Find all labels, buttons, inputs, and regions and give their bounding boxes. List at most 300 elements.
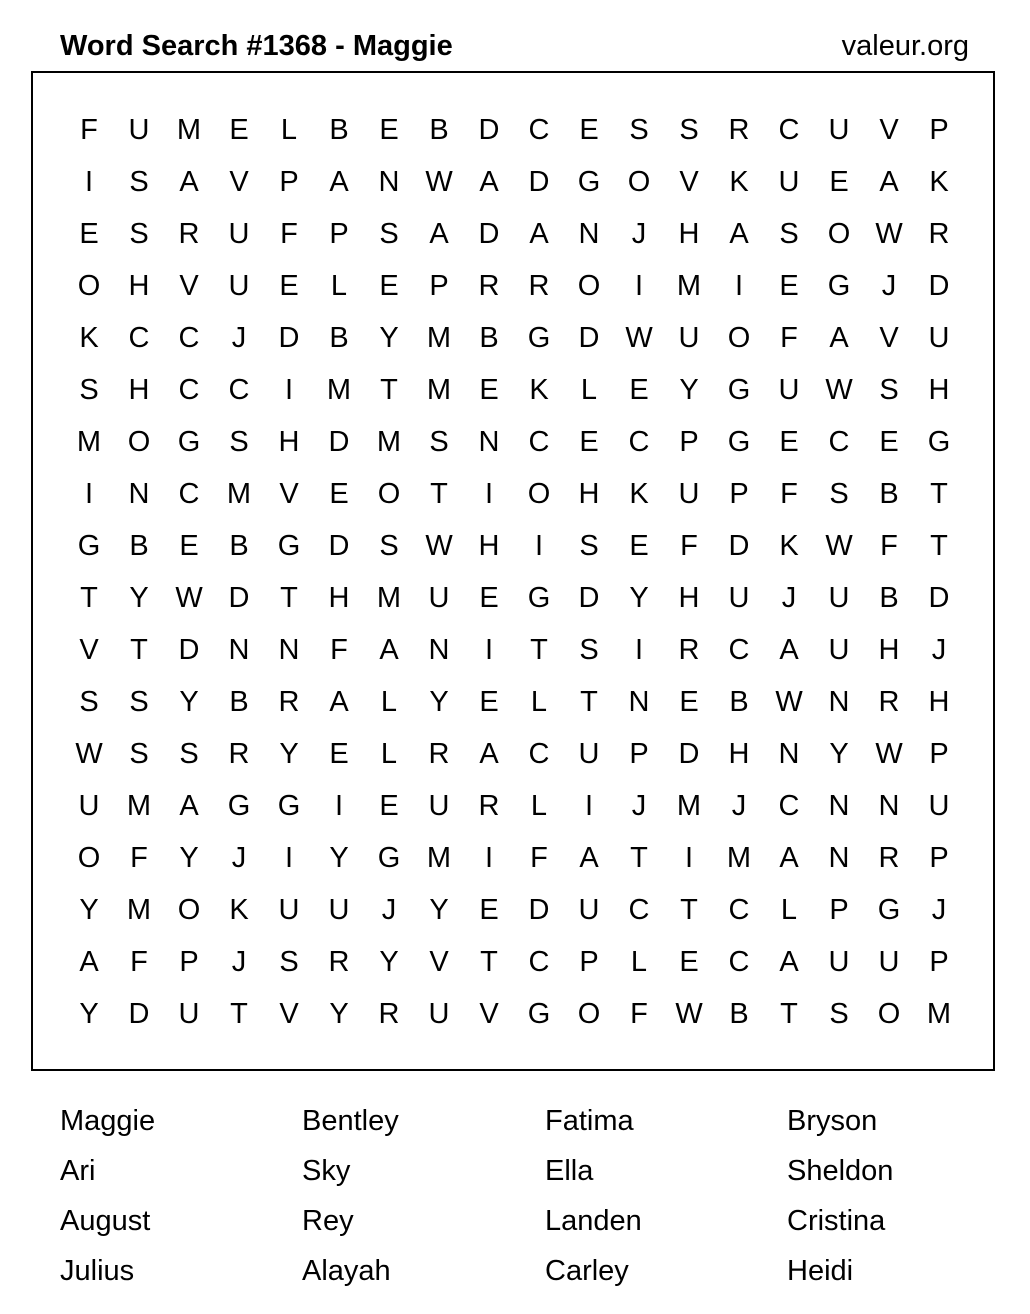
grid-letter[interactable]: A [829,322,849,354]
grid-letter[interactable]: D [478,218,500,250]
grid-letter[interactable]: T [230,998,248,1030]
grid-letter[interactable]: P [929,114,949,146]
grid-letter[interactable]: T [930,478,948,510]
grid-letter[interactable]: I [634,270,644,302]
grid-letter[interactable]: I [484,842,494,874]
grid-letter[interactable]: G [177,426,201,458]
grid-letter[interactable]: G [877,894,901,926]
grid-letter[interactable]: B [879,478,899,510]
grid-letter[interactable]: F [630,998,648,1030]
grid-letter[interactable]: N [628,686,650,718]
grid-letter[interactable]: I [84,166,94,198]
grid-letter[interactable]: H [678,582,700,614]
grid-letter[interactable]: U [828,634,850,666]
grid-letter[interactable]: D [328,530,350,562]
grid-letter[interactable]: K [779,530,799,562]
grid-letter[interactable]: R [478,790,500,822]
grid-letter[interactable]: F [780,322,798,354]
grid-letter[interactable]: W [675,998,703,1030]
grid-letter[interactable]: W [75,738,103,770]
grid-letter[interactable]: D [128,998,150,1030]
grid-letter[interactable]: H [128,374,150,406]
grid-letter[interactable]: U [678,478,700,510]
grid-letter[interactable]: I [734,270,744,302]
grid-letter[interactable]: E [379,270,399,302]
grid-letter[interactable]: C [628,426,650,458]
grid-letter[interactable]: P [929,946,949,978]
grid-letter[interactable]: D [528,894,550,926]
grid-letter[interactable]: M [376,582,402,614]
grid-letter[interactable]: S [129,738,149,770]
grid-letter[interactable]: P [329,218,349,250]
grid-letter[interactable]: E [279,270,299,302]
grid-letter[interactable]: H [928,374,950,406]
grid-letter[interactable]: L [530,686,548,718]
grid-letter[interactable]: A [329,166,349,198]
grid-letter[interactable]: S [129,218,149,250]
grid-letter[interactable]: E [629,374,649,406]
grid-letter[interactable]: H [278,426,300,458]
grid-letter[interactable]: G [727,374,751,406]
grid-letter[interactable]: A [479,166,499,198]
grid-letter[interactable]: U [778,166,800,198]
grid-letter[interactable]: K [729,166,749,198]
grid-letter[interactable]: S [79,686,99,718]
grid-letter[interactable]: J [631,218,647,250]
grid-letter[interactable]: Y [629,582,649,614]
grid-letter[interactable]: R [878,842,900,874]
grid-letter[interactable]: P [729,478,749,510]
grid-letter[interactable]: B [479,322,499,354]
grid-letter[interactable]: M [376,426,402,458]
grid-letter[interactable]: Y [179,842,199,874]
grid-letter[interactable]: Y [279,738,299,770]
grid-letter[interactable]: S [879,374,899,406]
grid-letter[interactable]: R [678,634,700,666]
grid-letter[interactable]: U [678,322,700,354]
grid-letter[interactable]: E [779,270,799,302]
grid-letter[interactable]: C [178,322,200,354]
grid-letter[interactable]: W [875,738,903,770]
grid-letter[interactable]: O [877,998,901,1030]
grid-letter[interactable]: S [79,374,99,406]
grid-letter[interactable]: E [579,114,599,146]
grid-letter[interactable]: W [875,218,903,250]
grid-letter[interactable]: T [380,374,398,406]
grid-letter[interactable]: S [579,530,599,562]
grid-letter[interactable]: E [779,426,799,458]
grid-letter[interactable]: E [79,218,99,250]
grid-letter[interactable]: G [527,998,551,1030]
grid-letter[interactable]: B [729,686,749,718]
grid-letter[interactable]: O [377,478,401,510]
grid-letter[interactable]: D [928,582,950,614]
grid-letter[interactable]: O [727,322,751,354]
grid-letter[interactable]: Y [129,582,149,614]
grid-letter[interactable]: P [679,426,699,458]
grid-letter[interactable]: J [231,322,247,354]
grid-letter[interactable]: M [326,374,352,406]
grid-letter[interactable]: J [781,582,797,614]
grid-letter[interactable]: K [79,322,99,354]
grid-letter[interactable]: E [479,686,499,718]
grid-letter[interactable]: J [381,894,397,926]
grid-letter[interactable]: F [130,946,148,978]
grid-letter[interactable]: B [229,686,249,718]
grid-letter[interactable]: Y [179,686,199,718]
grid-letter[interactable]: D [178,634,200,666]
grid-letter[interactable]: U [578,738,600,770]
grid-letter[interactable]: R [328,946,350,978]
grid-letter[interactable]: J [931,634,947,666]
grid-letter[interactable]: S [129,686,149,718]
grid-letter[interactable]: E [479,582,499,614]
grid-letter[interactable]: U [778,374,800,406]
grid-letter[interactable]: M [676,790,702,822]
grid-letter[interactable]: U [828,114,850,146]
grid-letter[interactable]: E [379,790,399,822]
grid-letter[interactable]: C [528,114,550,146]
grid-letter[interactable]: N [828,842,850,874]
grid-letter[interactable]: A [429,218,449,250]
grid-letter[interactable]: W [425,530,453,562]
grid-letter[interactable]: P [429,270,449,302]
grid-letter[interactable]: I [334,790,344,822]
grid-letter[interactable]: S [629,114,649,146]
grid-letter[interactable]: Y [429,686,449,718]
grid-letter[interactable]: H [578,478,600,510]
grid-letter[interactable]: R [878,686,900,718]
grid-letter[interactable]: V [279,478,299,510]
grid-letter[interactable]: L [280,114,298,146]
grid-letter[interactable]: O [827,218,851,250]
grid-letter[interactable]: I [84,478,94,510]
grid-letter[interactable]: V [279,998,299,1030]
grid-letter[interactable]: M [176,114,202,146]
grid-letter[interactable]: K [629,478,649,510]
grid-letter[interactable]: A [779,634,799,666]
grid-letter[interactable]: I [284,842,294,874]
grid-letter[interactable]: F [130,842,148,874]
grid-letter[interactable]: E [879,426,899,458]
grid-letter[interactable]: F [330,634,348,666]
grid-letter[interactable]: U [828,582,850,614]
grid-letter[interactable]: T [780,998,798,1030]
grid-letter[interactable]: D [578,322,600,354]
grid-letter[interactable]: V [879,322,899,354]
grid-letter[interactable]: F [780,478,798,510]
grid-letter[interactable]: W [175,582,203,614]
grid-letter[interactable]: H [678,218,700,250]
grid-letter[interactable]: N [128,478,150,510]
grid-letter[interactable]: G [577,166,601,198]
grid-letter[interactable]: T [680,894,698,926]
grid-letter[interactable]: E [679,946,699,978]
grid-letter[interactable]: S [779,218,799,250]
grid-letter[interactable]: O [527,478,551,510]
grid-letter[interactable]: P [279,166,299,198]
grid-letter[interactable]: M [426,374,452,406]
grid-letter[interactable]: A [479,738,499,770]
grid-letter[interactable]: S [379,218,399,250]
grid-letter[interactable]: E [329,478,349,510]
grid-letter[interactable]: G [377,842,401,874]
grid-letter[interactable]: V [79,634,99,666]
grid-letter[interactable]: D [528,166,550,198]
grid-letter[interactable]: C [828,426,850,458]
grid-letter[interactable]: P [929,842,949,874]
grid-letter[interactable]: M [926,998,952,1030]
grid-letter[interactable]: A [79,946,99,978]
grid-letter[interactable]: N [828,790,850,822]
grid-letter[interactable]: U [728,582,750,614]
grid-letter[interactable]: S [829,998,849,1030]
grid-letter[interactable]: U [878,946,900,978]
grid-letter[interactable]: S [429,426,449,458]
grid-letter[interactable]: U [928,322,950,354]
grid-letter[interactable]: R [228,738,250,770]
grid-letter[interactable]: F [80,114,98,146]
grid-letter[interactable]: E [479,894,499,926]
grid-letter[interactable]: T [930,530,948,562]
grid-letter[interactable]: S [679,114,699,146]
grid-letter[interactable]: G [527,322,551,354]
grid-letter[interactable]: J [731,790,747,822]
grid-letter[interactable]: M [426,322,452,354]
grid-letter[interactable]: U [428,790,450,822]
grid-letter[interactable]: S [129,166,149,198]
grid-letter[interactable]: A [579,842,599,874]
grid-letter[interactable]: C [528,738,550,770]
grid-letter[interactable]: R [528,270,550,302]
grid-letter[interactable]: E [479,374,499,406]
grid-letter[interactable]: T [580,686,598,718]
grid-letter[interactable]: O [577,270,601,302]
grid-letter[interactable]: G [727,426,751,458]
grid-letter[interactable]: N [278,634,300,666]
grid-letter[interactable]: A [179,790,199,822]
grid-letter[interactable]: M [676,270,702,302]
grid-letter[interactable]: O [627,166,651,198]
grid-letter[interactable]: G [277,790,301,822]
grid-letter[interactable]: C [228,374,250,406]
grid-letter[interactable]: U [228,270,250,302]
grid-letter[interactable]: W [625,322,653,354]
grid-letter[interactable]: C [178,374,200,406]
grid-letter[interactable]: O [177,894,201,926]
grid-letter[interactable]: Y [79,998,99,1030]
grid-letter[interactable]: R [178,218,200,250]
grid-letter[interactable]: E [179,530,199,562]
grid-letter[interactable]: J [231,842,247,874]
grid-letter[interactable]: D [928,270,950,302]
grid-letter[interactable]: E [379,114,399,146]
grid-letter[interactable]: A [729,218,749,250]
grid-letter[interactable]: J [881,270,897,302]
grid-letter[interactable]: R [278,686,300,718]
grid-letter[interactable]: C [728,894,750,926]
grid-letter[interactable]: A [529,218,549,250]
grid-letter[interactable]: H [478,530,500,562]
grid-letter[interactable]: A [329,686,349,718]
grid-letter[interactable]: N [478,426,500,458]
grid-letter[interactable]: U [928,790,950,822]
grid-letter[interactable]: B [329,322,349,354]
grid-letter[interactable]: U [278,894,300,926]
grid-letter[interactable]: S [379,530,399,562]
grid-letter[interactable]: N [778,738,800,770]
grid-letter[interactable]: D [228,582,250,614]
grid-letter[interactable]: A [879,166,899,198]
grid-letter[interactable]: G [527,582,551,614]
grid-letter[interactable]: Y [79,894,99,926]
grid-letter[interactable]: E [629,530,649,562]
grid-letter[interactable]: M [76,426,102,458]
grid-letter[interactable]: D [578,582,600,614]
grid-letter[interactable]: E [679,686,699,718]
grid-letter[interactable]: W [825,374,853,406]
grid-letter[interactable]: H [128,270,150,302]
grid-letter[interactable]: J [931,894,947,926]
grid-letter[interactable]: H [928,686,950,718]
grid-letter[interactable]: C [778,790,800,822]
grid-letter[interactable]: H [878,634,900,666]
grid-letter[interactable]: B [129,530,149,562]
grid-letter[interactable]: B [879,582,899,614]
grid-letter[interactable]: U [828,946,850,978]
grid-letter[interactable]: G [277,530,301,562]
grid-letter[interactable]: I [534,530,544,562]
grid-letter[interactable]: P [579,946,599,978]
grid-letter[interactable]: M [126,790,152,822]
grid-letter[interactable]: P [629,738,649,770]
grid-letter[interactable]: R [378,998,400,1030]
grid-letter[interactable]: A [779,842,799,874]
grid-letter[interactable]: N [378,166,400,198]
grid-letter[interactable]: M [726,842,752,874]
grid-letter[interactable]: L [530,790,548,822]
grid-letter[interactable]: O [77,842,101,874]
grid-letter[interactable]: I [634,634,644,666]
grid-letter[interactable]: P [179,946,199,978]
grid-letter[interactable]: T [530,634,548,666]
grid-letter[interactable]: G [227,790,251,822]
grid-letter[interactable]: D [678,738,700,770]
grid-letter[interactable]: A [779,946,799,978]
grid-letter[interactable]: V [229,166,249,198]
grid-letter[interactable]: T [630,842,648,874]
grid-letter[interactable]: V [879,114,899,146]
grid-letter[interactable]: N [828,686,850,718]
grid-letter[interactable]: L [580,374,598,406]
grid-letter[interactable]: U [178,998,200,1030]
grid-letter[interactable]: L [780,894,798,926]
grid-letter[interactable]: Y [829,738,849,770]
grid-letter[interactable]: E [579,426,599,458]
grid-letter[interactable]: K [529,374,549,406]
grid-letter[interactable]: Y [679,374,699,406]
grid-letter[interactable]: S [179,738,199,770]
grid-letter[interactable]: R [428,738,450,770]
grid-letter[interactable]: J [631,790,647,822]
grid-letter[interactable]: I [584,790,594,822]
grid-letter[interactable]: N [578,218,600,250]
grid-letter[interactable]: R [928,218,950,250]
grid-letter[interactable]: L [330,270,348,302]
grid-letter[interactable]: F [880,530,898,562]
grid-letter[interactable]: G [827,270,851,302]
grid-letter[interactable]: U [228,218,250,250]
grid-letter[interactable]: P [929,738,949,770]
grid-letter[interactable]: W [825,530,853,562]
grid-letter[interactable]: Y [429,894,449,926]
grid-letter[interactable]: Y [329,842,349,874]
grid-letter[interactable]: U [428,998,450,1030]
grid-letter[interactable]: E [229,114,249,146]
grid-letter[interactable]: R [478,270,500,302]
grid-letter[interactable]: N [878,790,900,822]
grid-letter[interactable]: T [130,634,148,666]
grid-letter[interactable]: V [429,946,449,978]
grid-letter[interactable]: M [226,478,252,510]
grid-letter[interactable]: C [728,946,750,978]
grid-letter[interactable]: U [428,582,450,614]
grid-letter[interactable]: P [829,894,849,926]
grid-letter[interactable]: A [379,634,399,666]
grid-letter[interactable]: O [577,998,601,1030]
grid-letter[interactable]: K [229,894,249,926]
grid-letter[interactable]: B [729,998,749,1030]
grid-letter[interactable]: C [528,426,550,458]
grid-letter[interactable]: U [78,790,100,822]
grid-letter[interactable]: L [380,738,398,770]
grid-letter[interactable]: T [280,582,298,614]
grid-letter[interactable]: Y [379,322,399,354]
grid-letter[interactable]: U [128,114,150,146]
grid-letter[interactable]: I [484,478,494,510]
grid-letter[interactable]: E [329,738,349,770]
grid-letter[interactable]: T [80,582,98,614]
grid-letter[interactable]: C [128,322,150,354]
grid-letter[interactable]: T [480,946,498,978]
grid-letter[interactable]: R [728,114,750,146]
grid-letter[interactable]: O [127,426,151,458]
grid-letter[interactable]: F [530,842,548,874]
grid-letter[interactable]: L [380,686,398,718]
grid-letter[interactable]: N [228,634,250,666]
grid-letter[interactable]: S [829,478,849,510]
grid-letter[interactable]: C [178,478,200,510]
grid-letter[interactable]: W [775,686,803,718]
grid-letter[interactable]: V [479,998,499,1030]
grid-letter[interactable]: Y [379,946,399,978]
grid-letter[interactable]: I [284,374,294,406]
grid-letter[interactable]: D [478,114,500,146]
grid-letter[interactable]: V [679,166,699,198]
grid-letter[interactable]: S [229,426,249,458]
grid-letter[interactable]: I [484,634,494,666]
grid-letter[interactable]: S [579,634,599,666]
grid-letter[interactable]: H [328,582,350,614]
grid-letter[interactable]: N [428,634,450,666]
grid-letter[interactable]: C [528,946,550,978]
grid-letter[interactable]: D [278,322,300,354]
grid-letter[interactable]: H [728,738,750,770]
grid-letter[interactable]: K [929,166,949,198]
grid-letter[interactable]: U [328,894,350,926]
grid-letter[interactable]: C [628,894,650,926]
grid-letter[interactable]: O [77,270,101,302]
